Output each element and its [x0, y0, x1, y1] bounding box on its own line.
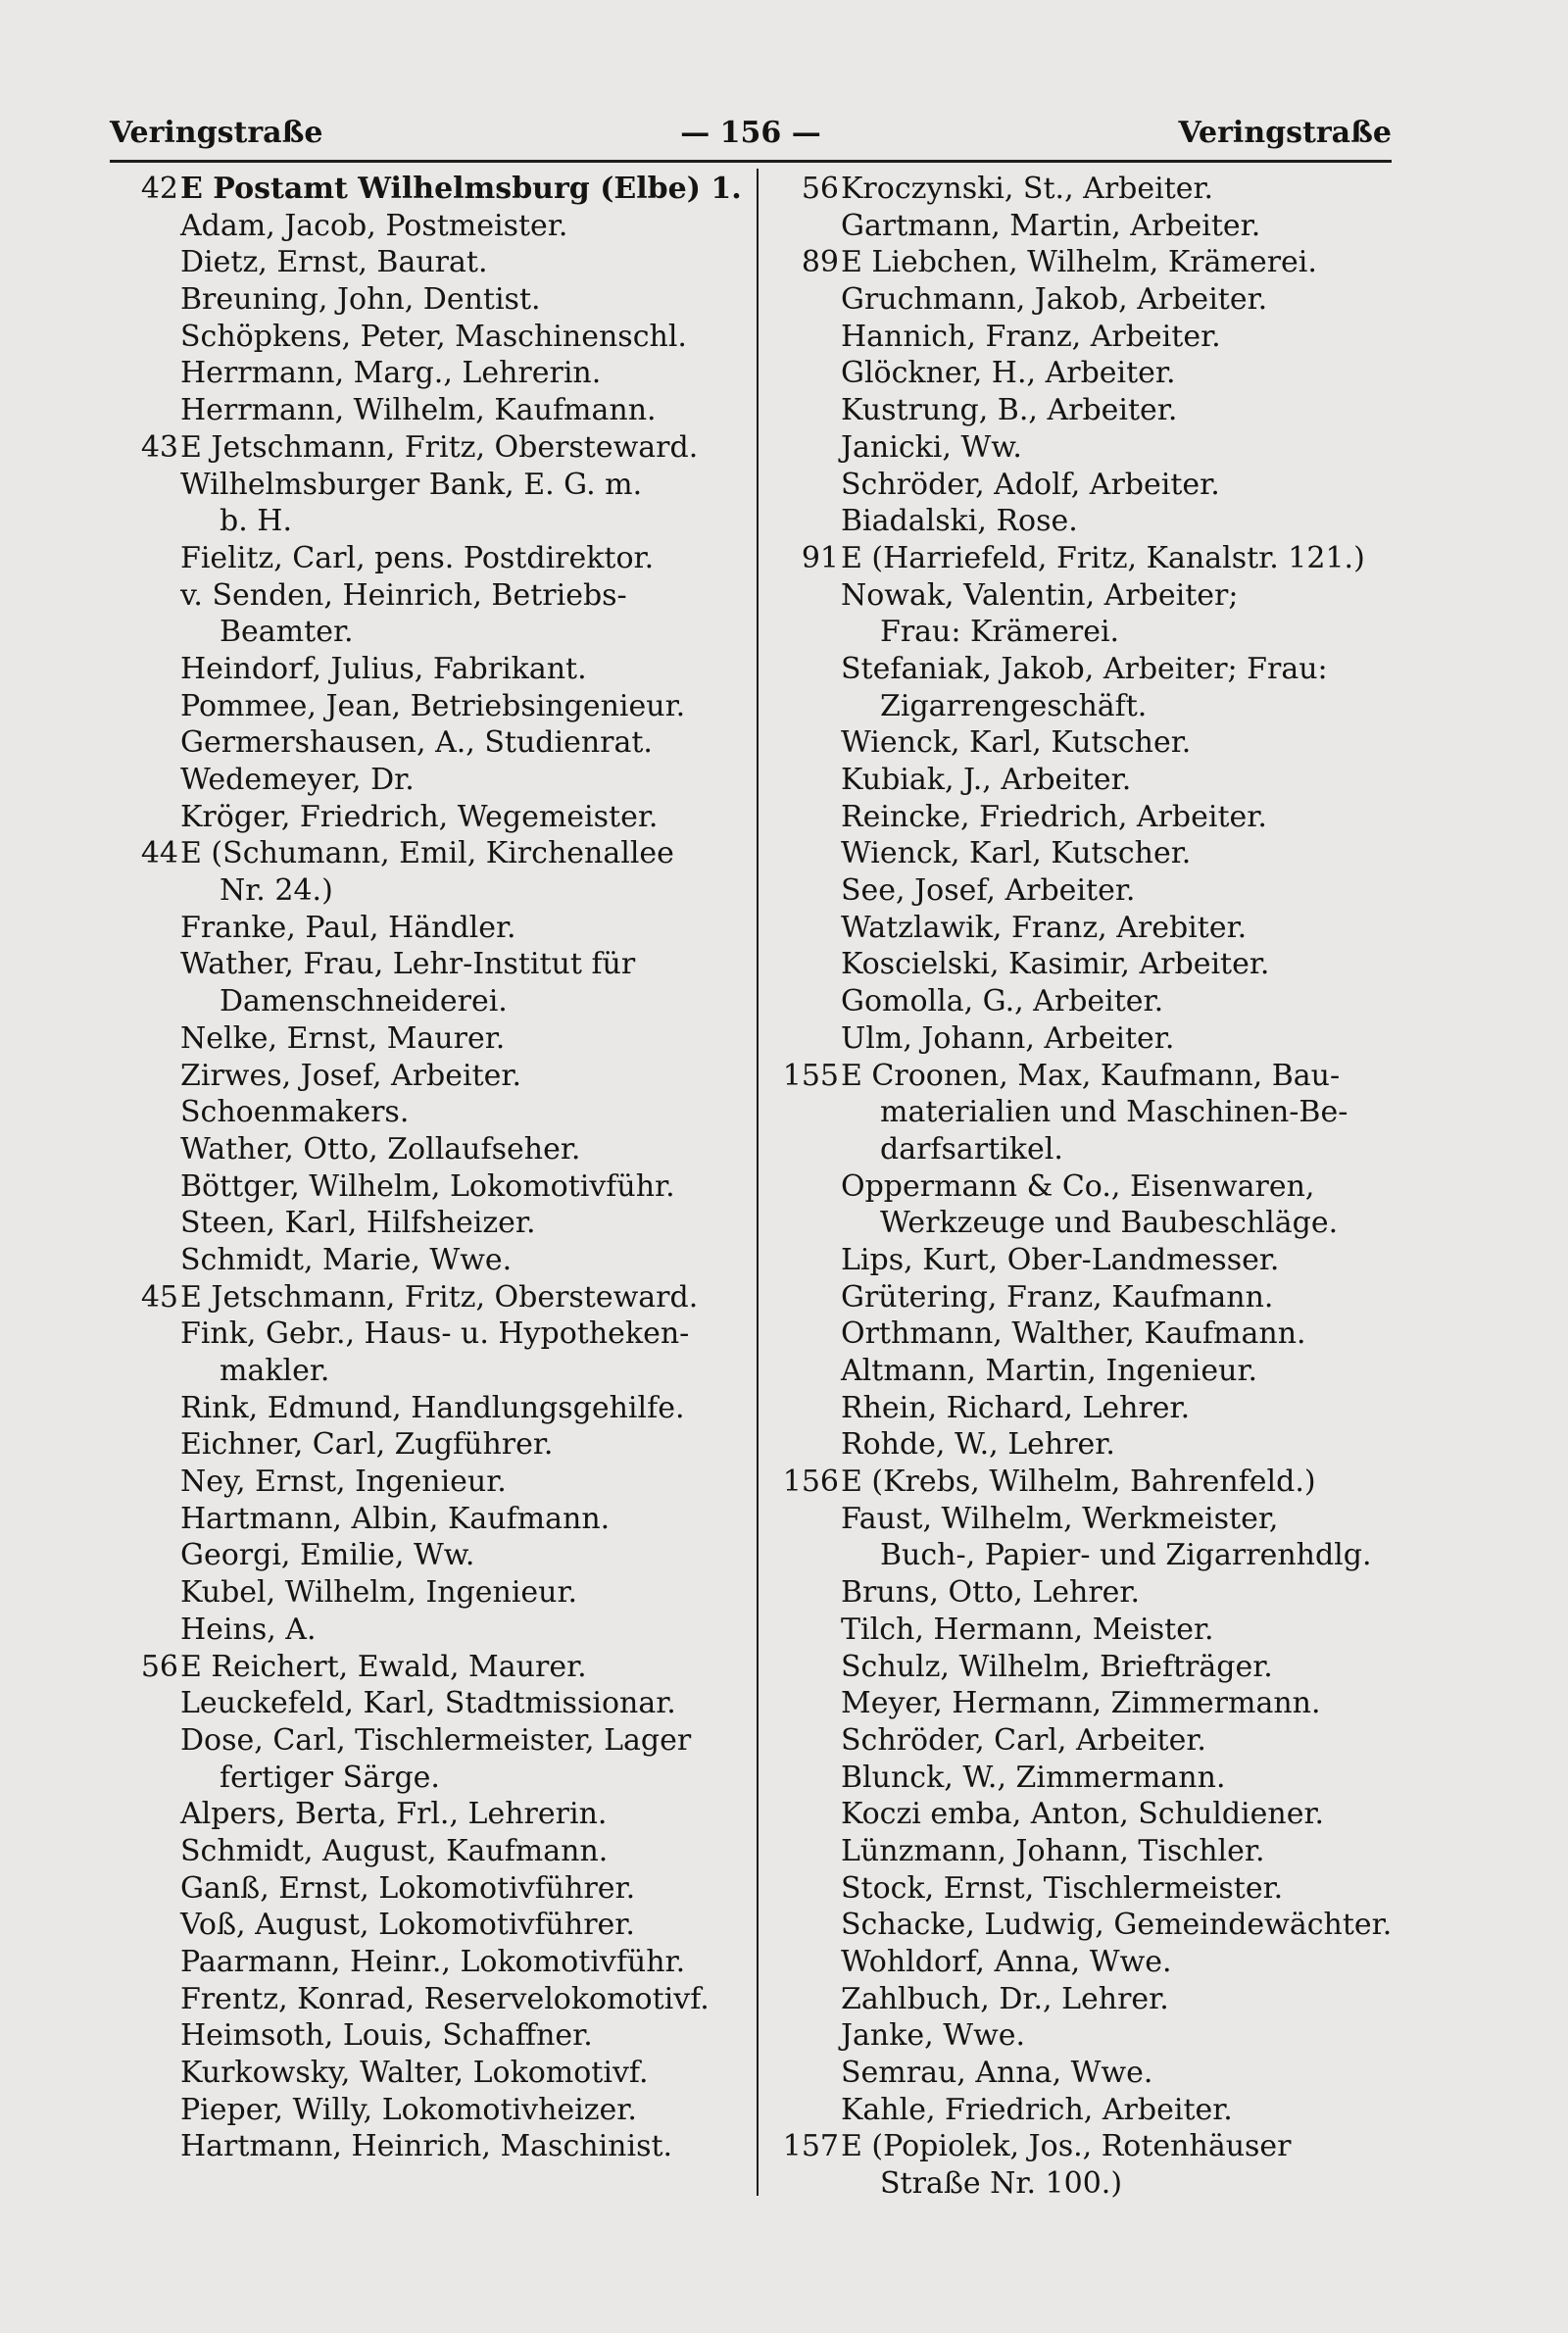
resident-line — [770, 1649, 1397, 1686]
resident-line — [110, 1907, 745, 1944]
line-text: Rohde, W., Lehrer. — [841, 1427, 1115, 1463]
resident-line — [110, 540, 745, 577]
column-divider — [757, 169, 759, 2196]
resident-line — [770, 946, 1397, 983]
line-text: Wilhelmsburger Bank, E. G. m. — [180, 467, 643, 502]
line-text: E Postamt Wilhelmsburg (Elbe) 1. — [180, 172, 742, 206]
line-text: Meyer, Hermann, Zimmermann. — [841, 1686, 1321, 1721]
line-text: Herrmann, Marg., Lehrerin. — [180, 356, 602, 391]
resident-line — [770, 835, 1397, 872]
resident-line — [110, 1131, 745, 1168]
house-entry — [110, 1649, 745, 1686]
resident-line — [770, 1796, 1397, 1833]
line-text: Schacke, Ludwig, Gemeindewächter. — [841, 1908, 1393, 1943]
resident-line — [770, 1426, 1397, 1464]
resident-line — [770, 2092, 1397, 2129]
line-text: Grütering, Franz, Kaufmann. — [841, 1279, 1274, 1315]
line-text: Wienck, Karl, Kutscher. — [841, 836, 1192, 871]
resident-line — [110, 1205, 745, 1242]
line-text: Watzlawik, Franz, Arebiter. — [841, 910, 1248, 945]
line-text: Damenschneiderei. — [220, 984, 508, 1019]
line-text: Koczi emba, Anton, Schuldiener. — [841, 1797, 1325, 1832]
line-text: Gruchmann, Jakob, Arbeiter. — [841, 282, 1268, 318]
resident-line — [770, 467, 1397, 504]
house-number: 56 — [140, 1649, 178, 1684]
house-number: 56 — [801, 172, 839, 206]
line-text: Gomolla, G., Arbeiter. — [841, 984, 1164, 1019]
line-text: Oppermann & Co., Eisenwaren, — [841, 1168, 1315, 1204]
right-column — [770, 171, 1397, 2203]
line-text: Straße Nr. 100.) — [880, 2166, 1123, 2202]
house-entry — [110, 835, 745, 872]
line-text: Janke, Wwe. — [841, 2018, 1026, 2054]
house-number: 45 — [140, 1279, 178, 1315]
continuation-line — [770, 1131, 1397, 1168]
resident-line — [770, 1944, 1397, 1981]
resident-line — [110, 319, 745, 356]
resident-line — [110, 1537, 745, 1574]
line-text: Rhein, Richard, Lehrer. — [841, 1390, 1191, 1425]
resident-line — [770, 724, 1397, 762]
line-text: Franke, Paul, Händler. — [180, 910, 516, 945]
house-number: 157 — [782, 2129, 839, 2164]
line-text: Schulz, Wilhelm, Briefträger. — [841, 1649, 1273, 1684]
continuation-line — [770, 614, 1397, 651]
line-text: Pieper, Willy, Lokomotivheizer. — [180, 2092, 637, 2127]
resident-line — [110, 1242, 745, 1279]
line-text: Wienck, Karl, Kutscher. — [841, 725, 1192, 761]
line-text: b. H. — [220, 504, 292, 539]
resident-line — [110, 946, 745, 983]
line-text: E (Harriefeld, Fritz, Kanalstr. 121.) — [841, 540, 1365, 575]
line-text: Wather, Frau, Lehr-Institut für — [180, 947, 636, 982]
resident-line — [770, 1390, 1397, 1427]
resident-line — [770, 872, 1397, 910]
house-entry — [770, 540, 1397, 577]
line-text: Werkzeuge und Baubeschläge. — [880, 1206, 1339, 1241]
house-number: 156 — [782, 1464, 839, 1500]
resident-line — [110, 799, 745, 836]
line-text: Buch-, Papier- und Zigarrenhdlg. — [880, 1538, 1372, 1573]
line-text: Tilch, Hermann, Meister. — [841, 1612, 1214, 1647]
line-text: Ney, Ernst, Ingenieur. — [180, 1464, 507, 1500]
resident-line — [770, 910, 1397, 947]
resident-line — [110, 281, 745, 319]
resident-line — [770, 392, 1397, 429]
line-text: Pommee, Jean, Betriebsingenieur. — [180, 688, 686, 723]
line-text: Koscielski, Kasimir, Arbeiter. — [841, 947, 1270, 982]
line-text: Lips, Kurt, Ober-Landmesser. — [841, 1242, 1280, 1277]
house-number: 42 — [140, 172, 178, 206]
resident-line — [770, 1315, 1397, 1353]
line-text: Hartmann, Albin, Kaufmann. — [180, 1501, 611, 1536]
resident-line — [110, 1944, 745, 1981]
continuation-line — [110, 1760, 745, 1797]
line-text: Reincke, Friedrich, Arbeiter. — [841, 799, 1267, 834]
resident-line — [770, 1833, 1397, 1870]
line-text: Voß, August, Lokomotivführer. — [180, 1908, 635, 1943]
line-text: Blunck, W., Zimmermann. — [841, 1760, 1226, 1795]
line-text: E Jetschmann, Fritz, Obersteward. — [180, 1279, 699, 1315]
resident-line — [770, 208, 1397, 245]
resident-line — [770, 503, 1397, 540]
resident-line — [770, 1981, 1397, 2018]
resident-line — [110, 2092, 745, 2129]
line-text: darfsartikel. — [880, 1131, 1063, 1166]
header-street-left: Veringstraße — [110, 116, 323, 150]
house-number: 91 — [801, 540, 839, 575]
resident-line — [770, 1501, 1397, 1538]
left-column — [110, 171, 745, 2165]
line-text: Schmidt, Marie, Wwe. — [180, 1242, 513, 1277]
line-text: Fink, Gebr., Haus- u. Hypotheken- — [180, 1316, 690, 1352]
continuation-line — [110, 1353, 745, 1390]
resident-line — [110, 910, 745, 947]
line-text: Kroczynski, St., Arbeiter. — [841, 172, 1214, 206]
resident-line — [110, 1870, 745, 1908]
continuation-line — [770, 1205, 1397, 1242]
line-text: Orthmann, Walther, Kaufmann. — [841, 1316, 1306, 1352]
resident-line — [770, 429, 1397, 467]
house-entry — [110, 429, 745, 467]
resident-line — [770, 281, 1397, 319]
resident-line — [110, 762, 745, 799]
line-text: Nelke, Ernst, Maurer. — [180, 1020, 506, 1056]
resident-line — [110, 1612, 745, 1649]
resident-line — [110, 1685, 745, 1722]
line-text: Heins, A. — [180, 1612, 317, 1647]
line-text: Frentz, Konrad, Reservelokomotivf. — [180, 1981, 710, 2016]
line-text: Heindorf, Julius, Fabrikant. — [180, 651, 587, 686]
house-entry — [770, 2128, 1397, 2165]
resident-line — [110, 1981, 745, 2018]
resident-line — [110, 244, 745, 281]
line-text: E (Krebs, Wilhelm, Bahrenfeld.) — [841, 1464, 1316, 1500]
line-text: E Jetschmann, Fritz, Obersteward. — [180, 429, 699, 465]
header-rule — [110, 160, 1392, 163]
line-text: Kubiak, J., Arbeiter. — [841, 763, 1132, 797]
line-text: Wohldorf, Anna, Wwe. — [841, 1945, 1172, 1979]
page-number: — 156 — — [680, 116, 821, 150]
line-text: E Reichert, Ewald, Maurer. — [180, 1649, 587, 1684]
line-text: materialien und Maschinen-Be- — [880, 1095, 1348, 1130]
resident-line — [110, 577, 745, 615]
resident-line — [770, 1574, 1397, 1612]
line-text: Kustrung, B., Arbeiter. — [841, 393, 1178, 428]
line-text: Beamter. — [220, 615, 354, 650]
line-text: Zahlbuch, Dr., Lehrer. — [841, 1981, 1169, 2016]
continuation-line — [770, 688, 1397, 725]
line-text: Semrau, Anna, Wwe. — [841, 2056, 1153, 2091]
resident-line — [110, 1315, 745, 1353]
line-text: E Liebchen, Wilhelm, Krämerei. — [841, 245, 1317, 280]
resident-line — [110, 724, 745, 762]
resident-line — [770, 2055, 1397, 2092]
line-text: Ganß, Ernst, Lokomotivführer. — [180, 1870, 636, 1906]
line-text: Leuckefeld, Karl, Stadtmissionar. — [180, 1686, 676, 1721]
house-number: 155 — [782, 1058, 839, 1093]
line-text: E (Popiolek, Jos., Rotenhäuser — [841, 2129, 1292, 2164]
line-text: Wedemeyer, Dr. — [180, 763, 415, 797]
line-text: Germershausen, A., Studienrat. — [180, 725, 653, 761]
line-text: Zigarrengeschäft. — [880, 688, 1148, 723]
line-text: Faust, Wilhelm, Werkmeister, — [841, 1501, 1279, 1536]
house-number: 89 — [801, 245, 839, 280]
resident-line — [770, 1685, 1397, 1722]
line-text: Stock, Ernst, Tischlermeister. — [841, 1870, 1284, 1906]
resident-line — [110, 2017, 745, 2055]
line-text: Schöpkens, Peter, Maschinenschl. — [180, 319, 687, 354]
line-text: Frau: Krämerei. — [880, 615, 1120, 650]
resident-line — [770, 577, 1397, 615]
line-text: v. Senden, Heinrich, Betriebs- — [180, 577, 627, 613]
page-header — [110, 110, 1392, 155]
resident-line — [770, 1612, 1397, 1649]
line-text: Kahle, Friedrich, Arbeiter. — [841, 2092, 1233, 2127]
continuation-line — [110, 614, 745, 651]
header-street-right: Veringstraße — [1178, 116, 1392, 150]
house-entry — [110, 171, 745, 208]
resident-line — [770, 983, 1397, 1020]
line-text: Wather, Otto, Zollaufseher. — [180, 1131, 581, 1166]
house-entry — [770, 244, 1397, 281]
resident-line — [110, 1168, 745, 1206]
resident-line — [770, 1279, 1397, 1316]
house-entry — [770, 171, 1397, 208]
continuation-line — [110, 872, 745, 910]
line-text: Lünzmann, Johann, Tischler. — [841, 1833, 1265, 1868]
resident-line — [770, 1870, 1397, 1908]
resident-line — [770, 762, 1397, 799]
continuation-line — [110, 983, 745, 1020]
resident-line — [770, 2017, 1397, 2055]
line-text: Glöckner, H., Arbeiter. — [841, 356, 1176, 391]
line-text: Adam, Jacob, Postmeister. — [180, 208, 568, 243]
line-text: Zirwes, Josef, Arbeiter. — [180, 1058, 521, 1093]
resident-line — [110, 1501, 745, 1538]
resident-line — [110, 1020, 745, 1058]
line-text: Bruns, Otto, Lehrer. — [841, 1575, 1141, 1611]
line-text: Fielitz, Carl, pens. Postdirektor. — [180, 540, 655, 575]
resident-line — [110, 1796, 745, 1833]
line-text: Kurkowsky, Walter, Lokomotivf. — [180, 2056, 649, 2091]
resident-line — [770, 1760, 1397, 1797]
resident-line — [110, 1833, 745, 1870]
resident-line — [110, 467, 745, 504]
line-text: Dose, Carl, Tischlermeister, Lager — [180, 1722, 692, 1758]
line-text: Schröder, Adolf, Arbeiter. — [841, 467, 1220, 502]
resident-line — [110, 1722, 745, 1760]
line-text: Schoenmakers. — [180, 1095, 410, 1130]
resident-line — [110, 651, 745, 688]
line-text: Hartmann, Heinrich, Maschinist. — [180, 2129, 673, 2164]
resident-line — [110, 1094, 745, 1131]
line-text: Nowak, Valentin, Arbeiter; — [841, 577, 1239, 613]
house-entry — [110, 1279, 745, 1316]
line-text: Stefaniak, Jakob, Arbeiter; Frau: — [841, 651, 1328, 686]
line-text: E Croonen, Max, Kaufmann, Bau- — [841, 1058, 1341, 1093]
resident-line — [110, 1574, 745, 1612]
line-text: Nr. 24.) — [220, 873, 333, 909]
line-text: Paarmann, Heinr., Lokomotivführ. — [180, 1945, 686, 1979]
line-text: Böttger, Wilhelm, Lokomotivführ. — [180, 1168, 675, 1204]
line-text: Eichner, Carl, Zugführer. — [180, 1427, 554, 1463]
resident-line — [770, 1168, 1397, 1206]
line-text: Gartmann, Martin, Arbeiter. — [841, 208, 1261, 243]
continuation-line — [770, 1094, 1397, 1131]
line-text: Kröger, Friedrich, Wegemeister. — [180, 799, 659, 834]
resident-line — [770, 799, 1397, 836]
line-text: Kubel, Wilhelm, Ingenieur. — [180, 1575, 578, 1611]
line-text: Breuning, John, Dentist. — [180, 282, 541, 318]
resident-line — [110, 2055, 745, 2092]
line-text: See, Josef, Arbeiter. — [841, 873, 1136, 909]
line-text: Steen, Karl, Hilfsheizer. — [180, 1206, 536, 1241]
line-text: Hannich, Franz, Arbeiter. — [841, 319, 1221, 354]
resident-line — [110, 355, 745, 392]
resident-line — [110, 1426, 745, 1464]
resident-line — [770, 1020, 1397, 1058]
continuation-line — [770, 2165, 1397, 2203]
resident-line — [110, 1390, 745, 1427]
house-entry — [770, 1058, 1397, 1095]
line-text: Herrmann, Wilhelm, Kaufmann. — [180, 393, 657, 428]
resident-line — [770, 355, 1397, 392]
resident-line — [110, 392, 745, 429]
line-text: Rink, Edmund, Handlungsgehilfe. — [180, 1390, 685, 1425]
line-text: Dietz, Ernst, Baurat. — [180, 245, 488, 280]
line-text: Janicki, Ww. — [841, 429, 1022, 465]
resident-line — [770, 1722, 1397, 1760]
resident-line — [770, 1907, 1397, 1944]
continuation-line — [110, 503, 745, 540]
line-text: Ulm, Johann, Arbeiter. — [841, 1020, 1175, 1056]
line-text: Biadalski, Rose. — [841, 504, 1078, 539]
line-text: fertiger Särge. — [220, 1760, 440, 1795]
line-text: Heimsoth, Louis, Schaffner. — [180, 2018, 593, 2054]
resident-line — [770, 1242, 1397, 1279]
line-text: Altmann, Martin, Ingenieur. — [841, 1354, 1258, 1388]
line-text: Schröder, Carl, Arbeiter. — [841, 1722, 1206, 1758]
resident-line — [110, 1058, 745, 1095]
line-text: makler. — [220, 1354, 330, 1388]
resident-line — [110, 2128, 745, 2165]
resident-line — [110, 688, 745, 725]
line-text: Alpers, Berta, Frl., Lehrerin. — [180, 1797, 608, 1832]
resident-line — [110, 1464, 745, 1501]
line-text: Schmidt, August, Kaufmann. — [180, 1833, 609, 1868]
house-number: 43 — [140, 429, 178, 465]
house-entry — [770, 1464, 1397, 1501]
house-number: 44 — [140, 836, 178, 871]
line-text: E (Schumann, Emil, Kirchenallee — [180, 836, 674, 871]
resident-line — [770, 651, 1397, 688]
resident-line — [110, 208, 745, 245]
line-text: Georgi, Emilie, Ww. — [180, 1538, 475, 1573]
resident-line — [770, 319, 1397, 356]
resident-line — [770, 1353, 1397, 1390]
continuation-line — [770, 1537, 1397, 1574]
